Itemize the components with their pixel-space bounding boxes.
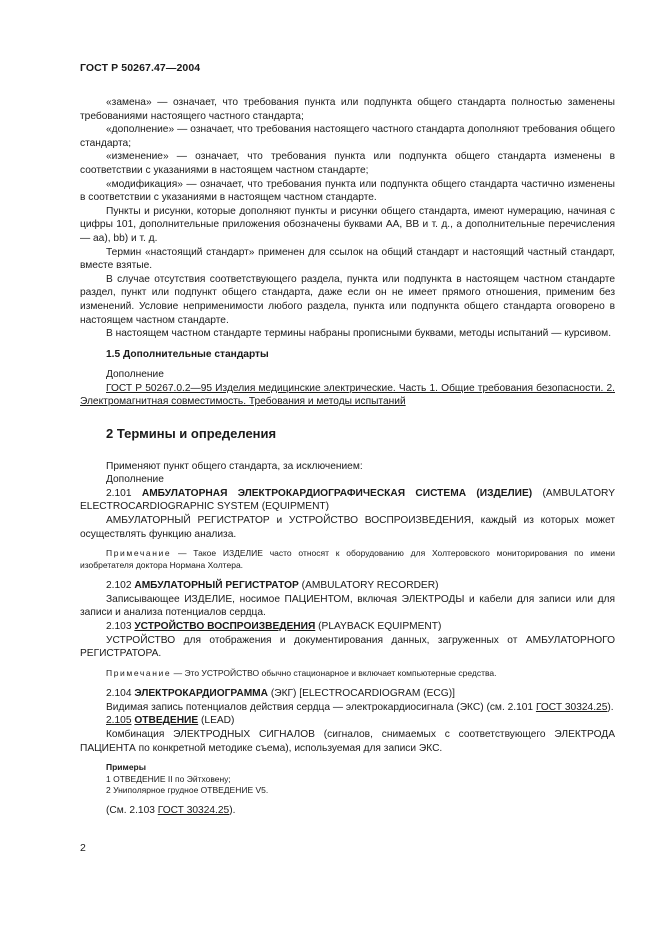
term-name: УСТРОЙСТВО ВОСПРОИЗВЕДЕНИЯ bbox=[134, 621, 316, 632]
note-text: — Такое ИЗДЕЛИЕ часто относят к оборудованию для Холтеровского мониторирования по имени изобретателя доктора Нормана Холтера. bbox=[80, 548, 615, 570]
term-english: (AMBULATORY ELECTROCARDIOGRAPHIC SYSTEM (EQUIPMENT) bbox=[80, 487, 615, 513]
subsection-title-1-5: 1.5 Дополнительные стандарты bbox=[106, 348, 269, 360]
term-2-104-heading bbox=[80, 687, 615, 701]
term-name: АМБУЛАТОРНАЯ ЭЛЕКТРОКАРДИОГРАФИЧЕСКАЯ СИСТЕМА (ИЗДЕЛИЕ) bbox=[141, 487, 533, 499]
subsection-reference-link[interactable]: ГОСТ Р 50267.0.2—95 Изделия медицинские электрические. Часть 1. Общие требования безопасности. 2. Электромагнитная совместимость. Требования и методы испытаний bbox=[80, 382, 615, 408]
term-2-102-definition: Записывающее ИЗДЕЛИЕ, носимое ПАЦИЕНТОМ, включая ЭЛЕКТРОДЫ и кабели для записи или для записи и анализа потенциалов сердца. bbox=[80, 593, 615, 619]
gost-reference-link[interactable]: ГОСТ 30324.25 bbox=[535, 701, 608, 713]
citation-text: (См. 2.103 bbox=[106, 804, 155, 816]
note-label: Примечание bbox=[106, 548, 172, 559]
example-item: 1 ОТВЕДЕНИЕ II по Эйтховену; bbox=[106, 773, 231, 784]
paragraph-term-usage: Термин «настоящий стандарт» применен для ссылок на общий стандарт и настоящий частный стандарт, вместе взятые. bbox=[80, 246, 615, 272]
definition-addition: «дополнение» — означает, что требования настоящего частного стандарта дополняют требования общего стандарта; bbox=[80, 124, 615, 149]
subsection-label-addition: Дополнение bbox=[106, 369, 164, 381]
term-2-102-heading bbox=[80, 579, 615, 593]
note-text: — Это УСТРОЙСТВО обычно стационарное и включает компьютерные средства. bbox=[173, 667, 497, 678]
page-number: 2 bbox=[80, 842, 86, 854]
term-2-101-definition: АМБУЛАТОРНЫЙ РЕГИСТРАТОР и УСТРОЙСТВО ВОСПРОИЗВЕДЕНИЯ, каждый из которых может осуществлять функцию анализа. bbox=[80, 515, 615, 540]
term-number: 2.103 bbox=[106, 621, 132, 632]
document-body bbox=[80, 96, 615, 817]
term-name: АМБУЛАТОРНЫЙ РЕГИСТРАТОР bbox=[134, 580, 299, 592]
citation-end: ). bbox=[229, 804, 236, 816]
term-2-103-definition: УСТРОЙСТВО для отображения и документирования данных, загруженных от АМБУЛАТОРНОГО РЕГИСТРАТОРА. bbox=[80, 634, 615, 660]
document-header: ГОСТ Р 50267.47—2004 bbox=[80, 62, 201, 74]
gost-reference-link[interactable]: ГОСТ 30324.25 bbox=[157, 804, 230, 816]
definition-modification: «модификация» — означает, что требования пункта или подпункта общего стандарта частично изменены в соответствии с указаниями в настоящем частном стандарте. bbox=[80, 178, 615, 204]
term-number: 2.104 bbox=[106, 688, 132, 700]
term-2-103-note bbox=[80, 668, 615, 680]
term-2-105-heading bbox=[80, 714, 615, 728]
section-title-2: 2 Термины и определения bbox=[106, 426, 277, 442]
term-english: (ЭКГ) [ELECTROCARDIOGRAM (ECG)] bbox=[270, 688, 455, 700]
paragraph-typography: В настоящем частном стандарте термины набраны прописными буквами, методы испытаний — курсивом. bbox=[106, 328, 612, 340]
term-number: 2.101 bbox=[106, 487, 132, 499]
term-english: (AMBULATORY RECORDER) bbox=[301, 580, 439, 592]
definition-replacement: «замена» — означает, что требования пункта или подпункта общего стандарта полностью заменены требованиями настоящего частного стандарта; bbox=[80, 97, 615, 122]
definition-change: «изменение» — означает, что требования пункта или подпункта общего стандарта изменены в соответствии с указаниями в настоящем частном стандарте; bbox=[80, 151, 615, 176]
section-2-label-addition: Дополнение bbox=[106, 474, 164, 486]
example-item: 2 Униполярное грудное ОТВЕДЕНИЕ V5. bbox=[106, 785, 269, 796]
term-name: ЭЛЕКТРОКАРДИОГРАММА bbox=[134, 688, 269, 700]
term-english: (PLAYBACK EQUIPMENT) bbox=[318, 621, 442, 632]
paragraph-absence: В случае отсутствия соответствующего раздела, пункта или подпункта в настоящем частном стандарте раздел, пункт или подпункт общего стандарта, даже если он не имеет прямого отношения, применим без изменений. Условие неприменимости любого раздела, пункта или подпункта общего стандарта оговорено в настоящем частном стандарте. bbox=[80, 273, 615, 326]
definition-end: ). bbox=[607, 701, 614, 713]
term-2-105-definition: Комбинация ЭЛЕКТРОДНЫХ СИГНАЛОВ (сигналов, снимаемых с соответствующего ЭЛЕКТРОДА ПАЦИЕНТА по конкретной методике съема), используемая для записи ЭКС. bbox=[80, 729, 615, 754]
term-2-104-definition bbox=[80, 701, 615, 715]
term-english: (LEAD) bbox=[201, 715, 235, 727]
paragraph-numbering: Пункты и рисунки, которые дополняют пункты и рисунки общего стандарта, имеют нумерацию, начиная с цифры 101, дополнительные приложения обозначены буквами АА, ВВ и т. д., а дополнительные перечисления — аа), bb) и т. д. bbox=[80, 205, 615, 244]
term-2-101-heading bbox=[80, 487, 615, 514]
term-number: 2.105 bbox=[106, 715, 132, 727]
term-2-101-note bbox=[80, 548, 615, 571]
examples-title: Примеры bbox=[106, 762, 146, 773]
definition-text: Видимая запись потенциалов действия сердца — электрокардиосигнала (ЭКС) (см. 2.101 bbox=[106, 701, 534, 713]
term-2-105-citation bbox=[80, 804, 615, 818]
note-label: Примечание bbox=[106, 667, 172, 678]
section-2-intro: Применяют пункт общего стандарта, за исключением: bbox=[106, 460, 363, 472]
term-name: ОТВЕДЕНИЕ bbox=[134, 715, 199, 727]
term-number: 2.102 bbox=[106, 580, 132, 592]
term-2-103-heading bbox=[80, 620, 615, 634]
